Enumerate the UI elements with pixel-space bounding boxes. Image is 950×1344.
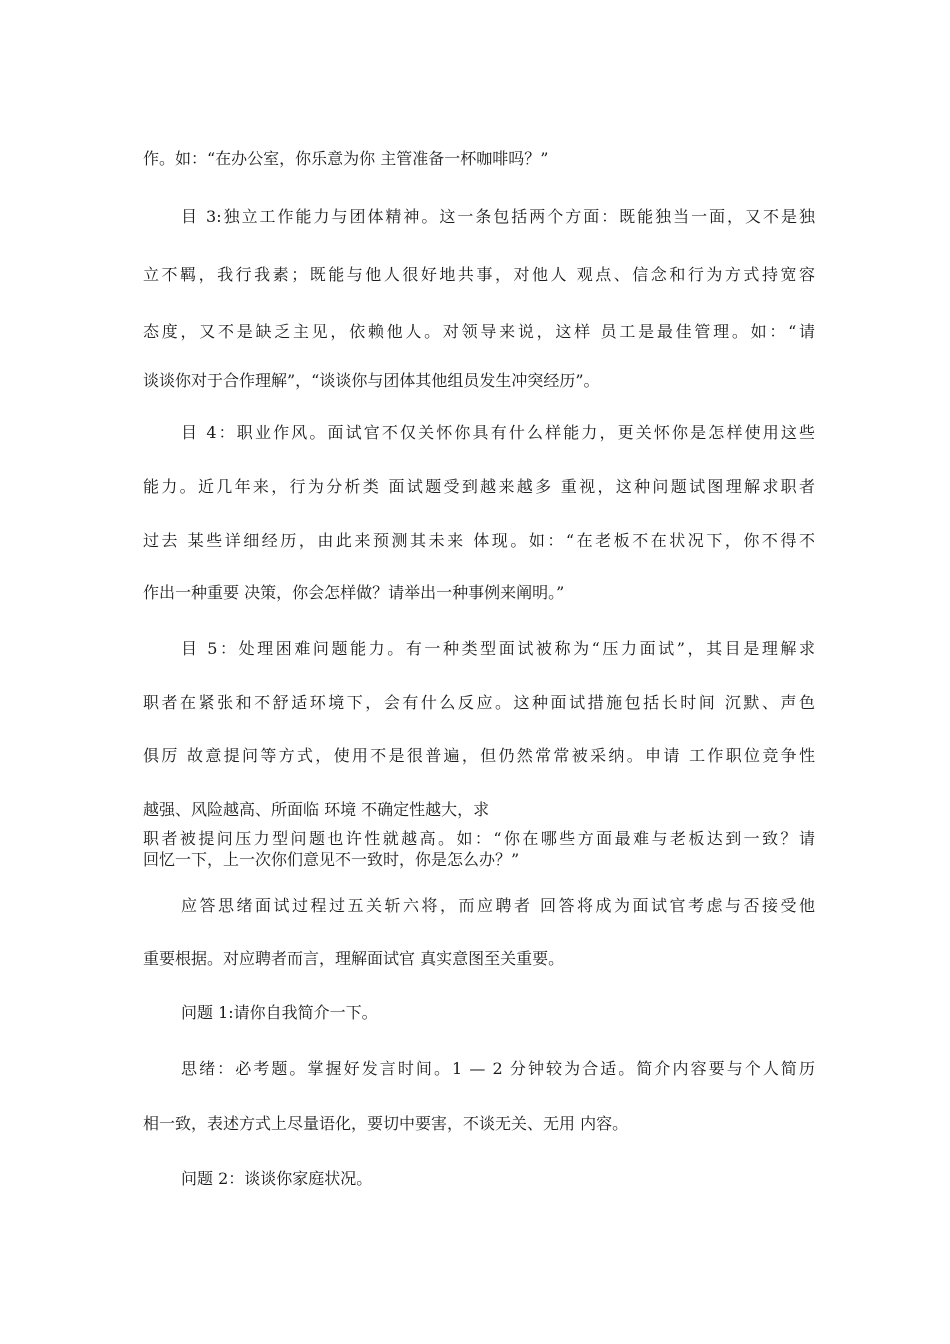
text-line: 问题 1:请你自我简介一下。 xyxy=(181,1003,378,1022)
text-line: 应答思绪面试过程过五关斩六将，而应聘者 回答将成为面试官考虑与否接受他 xyxy=(181,896,815,915)
text-line: 回忆一下，上一次你们意见不一致时，你是怎么办？” xyxy=(143,850,520,869)
text-line: 过去 某些详细经历，由此来预测其未来 体现。如：“在老板不在状况下，你不得不 xyxy=(143,531,815,550)
text-line: 作。如：“在办公室，你乐意为你 主管准备一杯咖啡吗？” xyxy=(143,149,549,168)
text-line: 问题 2：谈谈你家庭状况。 xyxy=(181,1169,373,1188)
text-line: 职者在紧张和不舒适环境下，会有什么反应。这种面试措施包括长时间 沉默、声色 xyxy=(143,693,815,712)
text-line: 谈谈你对于合作理解”，“谈谈你与团体其他组员发生冲突经历”。 xyxy=(143,371,600,390)
text-line: 越强、风险越高、所面临 环境 不确定性越大，求 xyxy=(143,800,490,819)
text-line: 作出一种重要 决策，你会怎样做？请举出一种事例来阐明。” xyxy=(143,583,565,602)
text-line: 相一致，表述方式上尽量语化，要切中要害，不谈无关、无用 内容。 xyxy=(143,1114,629,1133)
text-line: 立不羁，我行我素；既能与他人很好地共事，对他人 观点、信念和行为方式持宽容 xyxy=(143,265,815,284)
text-line: 能力。近几年来，行为分析类 面试题受到越来越多 重视，这种问题试图理解求职者 xyxy=(143,477,815,496)
text-line: 思绪：必考题。掌握好发言时间。1 — 2 分钟较为合适。简介内容要与个人简历 xyxy=(181,1059,815,1078)
text-line: 重要根据。对应聘者而言，理解面试官 真实意图至关重要。 xyxy=(143,949,565,968)
text-line: 目 4：职业作风。面试官不仅关怀你具有什么样能力，更关怀你是怎样使用这些 xyxy=(181,423,815,442)
text-line: 态度，又不是缺乏主见，依赖他人。对领导来说，这样 员工是最佳管理。如：“请 xyxy=(143,322,815,341)
text-line: 目 5：处理困难问题能力。有一种类型面试被称为“压力面试”，其目是理解求 xyxy=(181,639,815,658)
text-line: 俱厉 故意提问等方式，使用不是很普遍，但仍然常常被采纳。申请 工作职位竞争性 xyxy=(143,746,815,765)
text-line: 目 3:独立工作能力与团体精神。这一条包括两个方面：既能独当一面，又不是独 xyxy=(181,207,815,226)
text-line: 职者被提问压力型问题也许性就越高。如：“你在哪些方面最难与老板达到一致？请 xyxy=(143,829,815,848)
